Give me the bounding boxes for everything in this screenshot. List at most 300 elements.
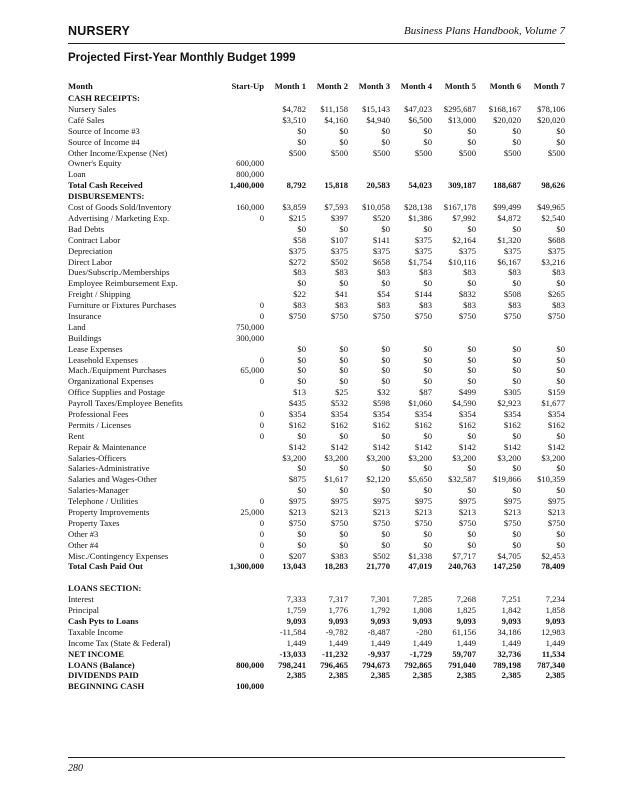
cell-value: $162 xyxy=(414,419,432,430)
cell-value xyxy=(348,191,390,202)
row-label: Salaries-Manager xyxy=(68,485,129,496)
cell-value: $500 xyxy=(414,147,432,158)
cell-value: $0 xyxy=(339,223,348,234)
row-label: Leasehold Expenses xyxy=(68,354,138,365)
cell-value: $7,992 xyxy=(452,212,476,223)
cell-value: $354 xyxy=(458,408,476,419)
cell-value: $658 xyxy=(372,256,390,267)
cell-value: $83 xyxy=(463,267,476,278)
cell-value: $7,717 xyxy=(452,550,476,561)
cell-value: 1,449 xyxy=(328,637,348,648)
table-row xyxy=(68,245,565,256)
cell-value: $83 xyxy=(419,300,432,311)
cell-value: $13,000 xyxy=(448,114,476,125)
cell-value: 18,283 xyxy=(324,561,348,572)
cell-value: $207 xyxy=(288,550,306,561)
cell-value: $750 xyxy=(503,517,521,528)
cell-value: 147,250 xyxy=(493,561,521,572)
cell-value: 792,865 xyxy=(404,659,432,670)
cell-value: $0 xyxy=(381,539,390,550)
cell-value: $1,617 xyxy=(324,474,348,485)
cell-value: $0 xyxy=(339,430,348,441)
page-number: 280 xyxy=(68,763,83,774)
cell-value: $0 xyxy=(556,354,565,365)
cell-value: 1,400,000 xyxy=(229,180,264,191)
cell-value xyxy=(218,93,264,104)
cell-value xyxy=(218,245,264,256)
cell-value: $4,940 xyxy=(366,114,390,125)
cell-value xyxy=(306,191,348,202)
cell-value: $4,590 xyxy=(452,398,476,409)
cell-value: $7,593 xyxy=(324,202,348,213)
cell-value: $0 xyxy=(467,365,476,376)
table-row xyxy=(68,463,565,474)
cell-value xyxy=(264,681,306,692)
cell-value: $265 xyxy=(547,289,565,300)
cell-value: 791,040 xyxy=(448,659,476,670)
cell-value: 2,385 xyxy=(501,670,521,681)
cell-value xyxy=(521,333,565,344)
cell-value: $142 xyxy=(503,441,521,452)
row-label: Dues/Subscrip./Memberships xyxy=(68,267,170,278)
cell-value xyxy=(348,333,390,344)
cell-value: $83 xyxy=(508,267,521,278)
cell-value: 2,385 xyxy=(456,670,476,681)
cell-value xyxy=(306,333,348,344)
table-row xyxy=(68,670,565,681)
cell-value: $0 xyxy=(556,125,565,136)
cell-value: 800,000 xyxy=(236,659,264,670)
cell-value: $159 xyxy=(547,387,565,398)
row-label: Buildings xyxy=(68,332,102,343)
cell-value: 9,093 xyxy=(545,616,565,626)
table-row xyxy=(68,202,565,213)
cell-value: $0 xyxy=(381,365,390,376)
row-label: Repair & Maintenance xyxy=(68,441,147,452)
cell-value xyxy=(218,452,264,463)
cell-value: $0 xyxy=(467,528,476,539)
cell-value: $0 xyxy=(297,430,306,441)
row-label: CASH RECEIPTS: xyxy=(68,93,140,104)
cell-value: 160,000 xyxy=(236,202,264,213)
column-header: Month 7 xyxy=(533,81,565,92)
column-header: Month 6 xyxy=(489,81,521,92)
cell-value: $83 xyxy=(419,267,432,278)
cell-value xyxy=(521,93,565,104)
cell-value xyxy=(476,158,521,169)
cell-value: $0 xyxy=(467,354,476,365)
cell-value: $0 xyxy=(339,365,348,376)
cell-value: $0 xyxy=(467,376,476,387)
table-row xyxy=(68,300,565,311)
cell-value xyxy=(218,670,264,681)
cell-value: 789,198 xyxy=(493,659,521,670)
row-label: Direct Labor xyxy=(68,256,113,267)
row-label: Telephone / Utilities xyxy=(68,496,139,507)
cell-value: 7,317 xyxy=(328,594,348,605)
cell-value xyxy=(218,616,264,627)
running-header xyxy=(68,24,565,42)
cell-value xyxy=(218,398,264,409)
cell-value: $750 xyxy=(503,310,521,321)
row-label: Income Tax (State & Federal) xyxy=(68,637,171,648)
cell-value: $4,872 xyxy=(497,212,521,223)
cell-value: $500 xyxy=(547,147,565,158)
cell-value: $10,058 xyxy=(362,202,390,213)
table-row xyxy=(68,267,565,278)
cell-value: $0 xyxy=(512,463,521,474)
cell-value: 1,300,000 xyxy=(229,561,264,572)
row-label: Misc./Contingency Expenses xyxy=(68,550,169,561)
cell-value xyxy=(476,169,521,180)
cell-value: 9,093 xyxy=(501,616,521,626)
cell-value: $500 xyxy=(330,147,348,158)
cell-value: $354 xyxy=(288,408,306,419)
cell-value: $0 xyxy=(381,125,390,136)
cell-value: 0 xyxy=(259,419,264,430)
cell-value: $1,060 xyxy=(408,398,432,409)
cell-value: $0 xyxy=(339,463,348,474)
cell-value: $354 xyxy=(547,408,565,419)
row-label: Property Taxes xyxy=(68,517,120,528)
cell-value: 796,465 xyxy=(320,659,348,670)
cell-value: 0 xyxy=(259,496,264,507)
cell-value: $142 xyxy=(330,441,348,452)
cell-value xyxy=(264,333,306,344)
cell-value: $144 xyxy=(414,289,432,300)
cell-value: $99,499 xyxy=(493,202,521,213)
cell-value: $0 xyxy=(381,430,390,441)
cell-value: $1,320 xyxy=(497,234,521,245)
cell-value xyxy=(218,191,264,202)
cell-value: -8,487 xyxy=(367,626,390,637)
cell-value: $0 xyxy=(512,278,521,289)
book-title: Business Plans Handbook, Volume 7 xyxy=(403,25,565,37)
column-header: Start-Up xyxy=(231,81,264,92)
cell-value: $435 xyxy=(288,398,306,409)
cell-value xyxy=(521,169,565,180)
cell-value: 0 xyxy=(259,354,264,365)
cell-value: $162 xyxy=(458,419,476,430)
cell-value: $0 xyxy=(297,343,306,354)
cell-value: $0 xyxy=(297,485,306,496)
cell-value xyxy=(218,235,264,246)
cell-value: $0 xyxy=(467,343,476,354)
cell-value: $0 xyxy=(556,463,565,474)
cell-value xyxy=(432,93,476,104)
cell-value: $213 xyxy=(547,506,565,517)
cell-value: $1,338 xyxy=(408,550,432,561)
cell-value: $213 xyxy=(503,506,521,517)
budget-title: Projected First-Year Monthly Budget 1999 xyxy=(68,52,296,64)
cell-value: $750 xyxy=(288,310,306,321)
cell-value xyxy=(432,333,476,344)
cell-value xyxy=(390,333,432,344)
table-body xyxy=(68,93,565,692)
cell-value xyxy=(218,126,264,137)
cell-value xyxy=(218,289,264,300)
table-row xyxy=(68,158,565,169)
cell-value: $375 xyxy=(547,245,565,256)
cell-value: $3,200 xyxy=(541,452,565,463)
cell-value: $375 xyxy=(414,234,432,245)
cell-value: $0 xyxy=(423,463,432,474)
cell-value: $0 xyxy=(381,354,390,365)
cell-value: 9,093 xyxy=(370,616,390,626)
cell-value: $975 xyxy=(414,496,432,507)
table-row xyxy=(68,605,565,616)
cell-value: $0 xyxy=(381,463,390,474)
cell-value: -280 xyxy=(416,626,432,637)
cell-value xyxy=(264,158,306,169)
cell-value: $0 xyxy=(512,365,521,376)
cell-value: 0 xyxy=(259,539,264,550)
section-heading-row xyxy=(68,191,565,202)
column-header: Month 5 xyxy=(444,81,476,92)
cell-value xyxy=(390,93,432,104)
cell-value: $2,923 xyxy=(497,398,521,409)
cell-value: 9,093 xyxy=(286,616,306,626)
cell-value: 2,385 xyxy=(328,670,348,681)
cell-value xyxy=(264,169,306,180)
cell-value: 13,043 xyxy=(282,561,306,572)
cell-value: 1,449 xyxy=(286,637,306,648)
table-row xyxy=(68,289,565,300)
cell-value xyxy=(521,572,565,583)
cell-value: 7,301 xyxy=(370,594,390,605)
cell-value: $1,677 xyxy=(541,398,565,409)
row-label: Salaries-Officers xyxy=(68,452,127,463)
table-row xyxy=(68,398,565,409)
cell-value: 15,818 xyxy=(324,180,348,191)
row-label: Café Sales xyxy=(68,114,105,125)
row-label: Other #4 xyxy=(68,539,99,550)
cell-value: $750 xyxy=(330,517,348,528)
table-row xyxy=(68,180,565,191)
cell-value xyxy=(476,322,521,333)
cell-value: $4,705 xyxy=(497,550,521,561)
cell-value: $0 xyxy=(297,354,306,365)
cell-value: $83 xyxy=(508,300,521,311)
cell-value: $22 xyxy=(293,289,306,300)
cell-value: $0 xyxy=(297,136,306,147)
row-label: Taxable Income xyxy=(68,626,123,637)
cell-value: -9,782 xyxy=(325,626,348,637)
table-row xyxy=(68,529,565,540)
cell-value: $0 xyxy=(556,278,565,289)
row-label: Office Supplies and Postage xyxy=(68,387,165,398)
cell-value xyxy=(218,278,264,289)
table-row xyxy=(68,147,565,158)
cell-value: $0 xyxy=(423,223,432,234)
cell-value: $499 xyxy=(458,387,476,398)
cell-value xyxy=(218,485,264,496)
table-row xyxy=(68,442,565,453)
cell-value xyxy=(218,583,264,594)
cell-value xyxy=(306,583,348,594)
cell-value: $83 xyxy=(335,300,348,311)
column-header-label: Month xyxy=(68,81,93,92)
cell-value: $4,160 xyxy=(324,114,348,125)
cell-value: $83 xyxy=(377,267,390,278)
cell-value: $502 xyxy=(330,256,348,267)
row-label: LOANS (Balance) xyxy=(68,659,135,670)
cell-value: 7,285 xyxy=(412,594,432,605)
cell-value: $0 xyxy=(423,376,432,387)
table-row xyxy=(68,343,565,354)
cell-value: $0 xyxy=(423,539,432,550)
cell-value: 1,759 xyxy=(286,605,306,616)
cell-value: $0 xyxy=(339,485,348,496)
cell-value xyxy=(521,322,565,333)
cell-value: $750 xyxy=(372,517,390,528)
row-label: Bad Debts xyxy=(68,223,105,234)
cell-value: $0 xyxy=(467,430,476,441)
cell-value xyxy=(521,191,565,202)
cell-value xyxy=(348,572,390,583)
table-row xyxy=(68,311,565,322)
section-heading-row xyxy=(68,583,565,594)
cell-value: 1,449 xyxy=(545,637,565,648)
cell-value: 1,825 xyxy=(456,605,476,616)
cell-value: $0 xyxy=(467,136,476,147)
cell-value: $0 xyxy=(339,136,348,147)
cell-value: $83 xyxy=(377,300,390,311)
cell-value: $142 xyxy=(372,441,390,452)
cell-value: $162 xyxy=(372,419,390,430)
row-label: Source of Income #4 xyxy=(68,136,140,147)
cell-value: $598 xyxy=(372,398,390,409)
row-label: Interest xyxy=(68,594,94,605)
cell-value: $0 xyxy=(467,223,476,234)
cell-value: $1,386 xyxy=(408,212,432,223)
cell-value: 1,858 xyxy=(545,605,565,616)
cell-value: $305 xyxy=(503,387,521,398)
cell-value: $375 xyxy=(288,245,306,256)
cell-value: $3,200 xyxy=(366,452,390,463)
cell-value: $87 xyxy=(419,387,432,398)
cell-value: $375 xyxy=(372,245,390,256)
table-row xyxy=(68,638,565,649)
cell-value xyxy=(432,583,476,594)
cell-value: $0 xyxy=(556,528,565,539)
cell-value xyxy=(432,169,476,180)
column-header: Month 2 xyxy=(316,81,348,92)
cell-value: 0 xyxy=(259,528,264,539)
cell-value: $0 xyxy=(339,376,348,387)
table-row xyxy=(68,365,565,376)
cell-value xyxy=(521,158,565,169)
cell-value: 78,409 xyxy=(541,561,565,572)
cell-value: $875 xyxy=(288,474,306,485)
row-label: Rent xyxy=(68,430,85,441)
cell-value: 0 xyxy=(259,212,264,223)
cell-value: $3,216 xyxy=(541,256,565,267)
table-row xyxy=(68,376,565,387)
cell-value xyxy=(264,583,306,594)
cell-value: 750,000 xyxy=(236,321,264,332)
cell-value xyxy=(306,322,348,333)
cell-value xyxy=(476,583,521,594)
cell-value: $3,200 xyxy=(282,452,306,463)
row-label: Payroll Taxes/Employee Benefits xyxy=(68,398,183,409)
cell-value: 1,792 xyxy=(370,605,390,616)
cell-value: $0 xyxy=(381,485,390,496)
cell-value: $54 xyxy=(377,289,390,300)
cell-value: $0 xyxy=(556,136,565,147)
row-label: Salaries-Administrative xyxy=(68,463,150,474)
cell-value: 0 xyxy=(259,310,264,321)
cell-value: $3,200 xyxy=(452,452,476,463)
row-label: DIVIDENDS PAID xyxy=(68,670,139,681)
cell-value: 7,268 xyxy=(456,594,476,605)
cell-value: $142 xyxy=(288,441,306,452)
cell-value xyxy=(432,572,476,583)
cell-value: $41 xyxy=(335,289,348,300)
column-header: Month 4 xyxy=(400,81,432,92)
row-label: DISBURSEMENTS: xyxy=(68,191,145,202)
cell-value: $168,167 xyxy=(488,104,521,115)
section-title: NURSERY xyxy=(68,24,131,38)
cell-value xyxy=(306,93,348,104)
cell-value: 1,449 xyxy=(501,637,521,648)
cell-value: $0 xyxy=(467,463,476,474)
row-label: Employee Reimbursement Exp. xyxy=(68,278,178,289)
cell-value: $4,782 xyxy=(282,104,306,115)
cell-value: $213 xyxy=(288,506,306,517)
cell-value: 59,707 xyxy=(452,648,476,659)
row-label: Contract Labor xyxy=(68,234,121,245)
cell-value xyxy=(218,605,264,616)
cell-value: $750 xyxy=(547,310,565,321)
cell-value: $162 xyxy=(547,419,565,430)
cell-value: $0 xyxy=(297,365,306,376)
cell-value: $0 xyxy=(556,430,565,441)
cell-value: $213 xyxy=(458,506,476,517)
cell-value xyxy=(306,158,348,169)
cell-value: $354 xyxy=(503,408,521,419)
cell-value xyxy=(218,224,264,235)
row-label: Cost of Goods Sold/Inventory xyxy=(68,202,172,213)
cell-value: -11,584 xyxy=(279,626,306,637)
cell-value: 8,792 xyxy=(286,180,306,191)
cell-value: $10,116 xyxy=(448,256,476,267)
budget-table xyxy=(68,80,565,692)
cell-value: $0 xyxy=(556,343,565,354)
cell-value: $295,687 xyxy=(443,104,476,115)
table-row xyxy=(68,169,565,180)
cell-value: $3,200 xyxy=(497,452,521,463)
cell-value: $0 xyxy=(512,125,521,136)
cell-value: 12,983 xyxy=(541,626,565,637)
cell-value: $0 xyxy=(467,539,476,550)
cell-value: $0 xyxy=(339,278,348,289)
cell-value: $142 xyxy=(414,441,432,452)
cell-value: 0 xyxy=(259,300,264,311)
cell-value: $354 xyxy=(372,408,390,419)
table-row xyxy=(68,649,565,660)
cell-value: $0 xyxy=(423,365,432,376)
cell-value xyxy=(306,169,348,180)
table-row xyxy=(68,137,565,148)
cell-value: $6,167 xyxy=(497,256,521,267)
cell-value: 794,673 xyxy=(362,659,390,670)
cell-value: $508 xyxy=(503,289,521,300)
cell-value: $397 xyxy=(330,212,348,223)
cell-value: $272 xyxy=(288,256,306,267)
cell-value: $162 xyxy=(503,419,521,430)
cell-value xyxy=(218,594,264,605)
